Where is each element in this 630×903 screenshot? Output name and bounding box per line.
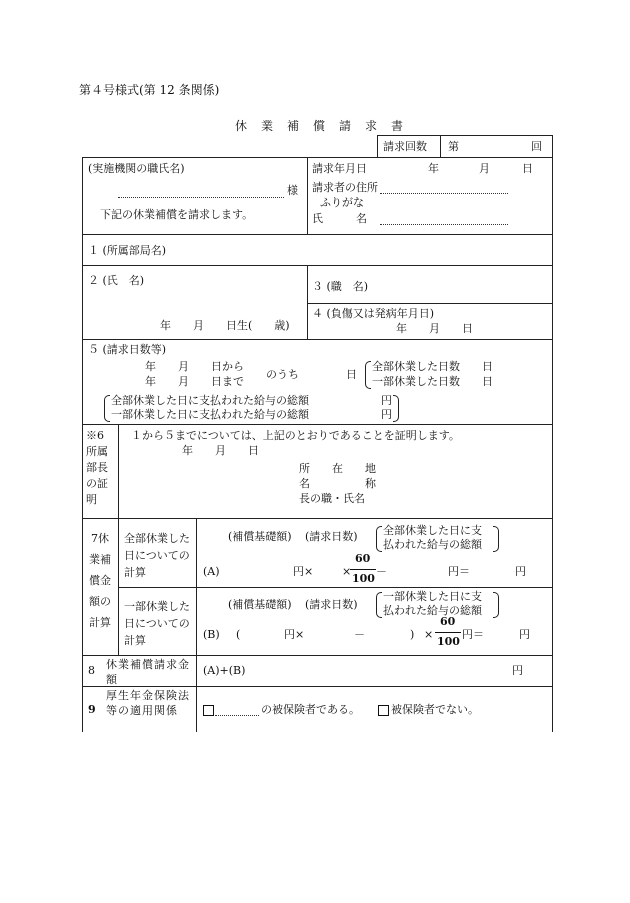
full-day-calc-label: 全部休業した日についての計算 [124,532,190,579]
a-minus: － [376,565,387,578]
pension-label: 厚生年金保険法等の適用関係 [106,689,190,717]
partial-pay-line1: 一部休業した日に支 [383,590,482,603]
request-date-month: 月 [479,162,490,175]
form-title [235,119,413,134]
a-yen: 円 [515,565,526,578]
period-to: 年 月 日まで [145,375,244,388]
address-field[interactable] [380,193,508,194]
job-title-label: ３ (職 名) [312,280,369,293]
claim-count-prefix: 第 [448,140,459,153]
insured-text: の被保険者である。 [261,703,360,716]
partial-base-label: (補償基礎額) [228,598,292,611]
insurance-law-field[interactable] [215,715,259,716]
b-denominator: 100 [437,635,460,648]
sama-label: 様 [287,184,298,197]
certification-label: ※6所属部長の証明 [86,429,108,506]
insured-checkbox[interactable] [203,705,214,716]
partial-days-label: (請求日数) [305,598,358,611]
days-label: 日 [346,368,357,381]
full-pay-line2: 払われた給与の総額 [383,538,482,551]
partial-days: 一部休業した日数 日 [372,375,493,388]
a-times: × [342,565,352,578]
injury-date: 年 月 日 [396,322,473,335]
injury-date-label: ４ (負傷又は発病年月日) [312,307,435,320]
b-label: (B) [203,628,220,641]
org-name-label: 名 称 [299,477,376,490]
b-times: × [424,628,434,641]
total-formula: (A)+(B) [203,664,246,677]
total-yen: 円 [512,664,523,677]
request-date-label: 請求年月日 [312,162,367,175]
a-yen-times: 円× [293,565,314,578]
compensation-calc-label: 7休業補償金額の計算 [89,532,111,629]
org-name-field[interactable] [118,197,284,198]
partial-day-calc-label: 一部休業した日についての計算 [124,600,190,647]
address-label: 請求者の住所 [312,181,378,194]
name-row-label: ２ (氏 名) [88,274,145,287]
row9-num: 9 [88,703,96,716]
a-label: (A) [203,565,220,578]
period-from: 年 月 日から [145,360,244,373]
full-pay-yen: 円 [381,394,392,407]
form-title-text: 休 業 補 償 請 求 書 [235,119,405,133]
request-date-year: 年 [428,162,439,175]
partial-pay-yen: 円 [381,408,392,421]
a-yen-eq: 円＝ [448,565,470,578]
b-yen: 円 [519,628,530,641]
b-numerator: 60 [440,615,456,628]
head-title-label: 長の職・氏名 [299,492,365,505]
a-numerator: 60 [355,552,371,565]
not-insured-text: 被保険者でない。 [391,703,479,716]
full-days: 全部休業した日数 日 [372,360,493,373]
claim-count-suffix: 回 [531,140,542,153]
org-label: (実施機関の職氏名) [88,162,185,175]
b-yen-eq: 円＝ [462,628,484,641]
b-open-paren: ( [236,628,241,641]
b-close-paren: ) [410,628,415,641]
among-label: のうち [266,368,299,381]
certification-text: １から５までについては、上記のとおりであることを証明します。 [131,429,460,442]
form-label: 第４号様式(第 12 条関係) [79,83,220,97]
location-label: 所 在 地 [299,462,376,475]
request-text: 下記の休業補償を請求します。 [100,208,254,221]
claim-days-label: ５ (請求日数等) [88,343,167,356]
row8-num: 8 [88,664,95,677]
partial-pay-line2: 払われた給与の総額 [383,604,482,617]
total-claim-label: 休業補償請求金額 [106,658,190,686]
dept-label: １ (所属部局名) [88,244,167,257]
claimant-name-label: 氏 名 [312,212,367,225]
full-days-label: (請求日数) [305,530,358,543]
full-pay-total: 全部休業した日に支払われた給与の総額 [111,394,309,407]
full-base-label: (補償基礎額) [228,530,292,543]
birth-date: 年 月 日生( 歳) [160,319,290,332]
full-pay-line1: 全部休業した日に支 [383,524,482,537]
a-denominator: 100 [352,572,375,585]
certification-date: 年 月 日 [182,444,259,457]
claim-count-label: 請求回数 [383,140,427,153]
claimant-name-field[interactable] [380,224,508,225]
furigana-label: ふりがな [320,196,364,209]
b-minus: － [354,628,365,641]
b-yen-times: 円× [284,628,305,641]
request-date-day: 日 [522,162,533,175]
claim-count-input[interactable] [462,138,526,154]
partial-pay-total: 一部休業した日に支払われた給与の総額 [111,408,309,421]
not-insured-checkbox[interactable] [378,705,389,716]
